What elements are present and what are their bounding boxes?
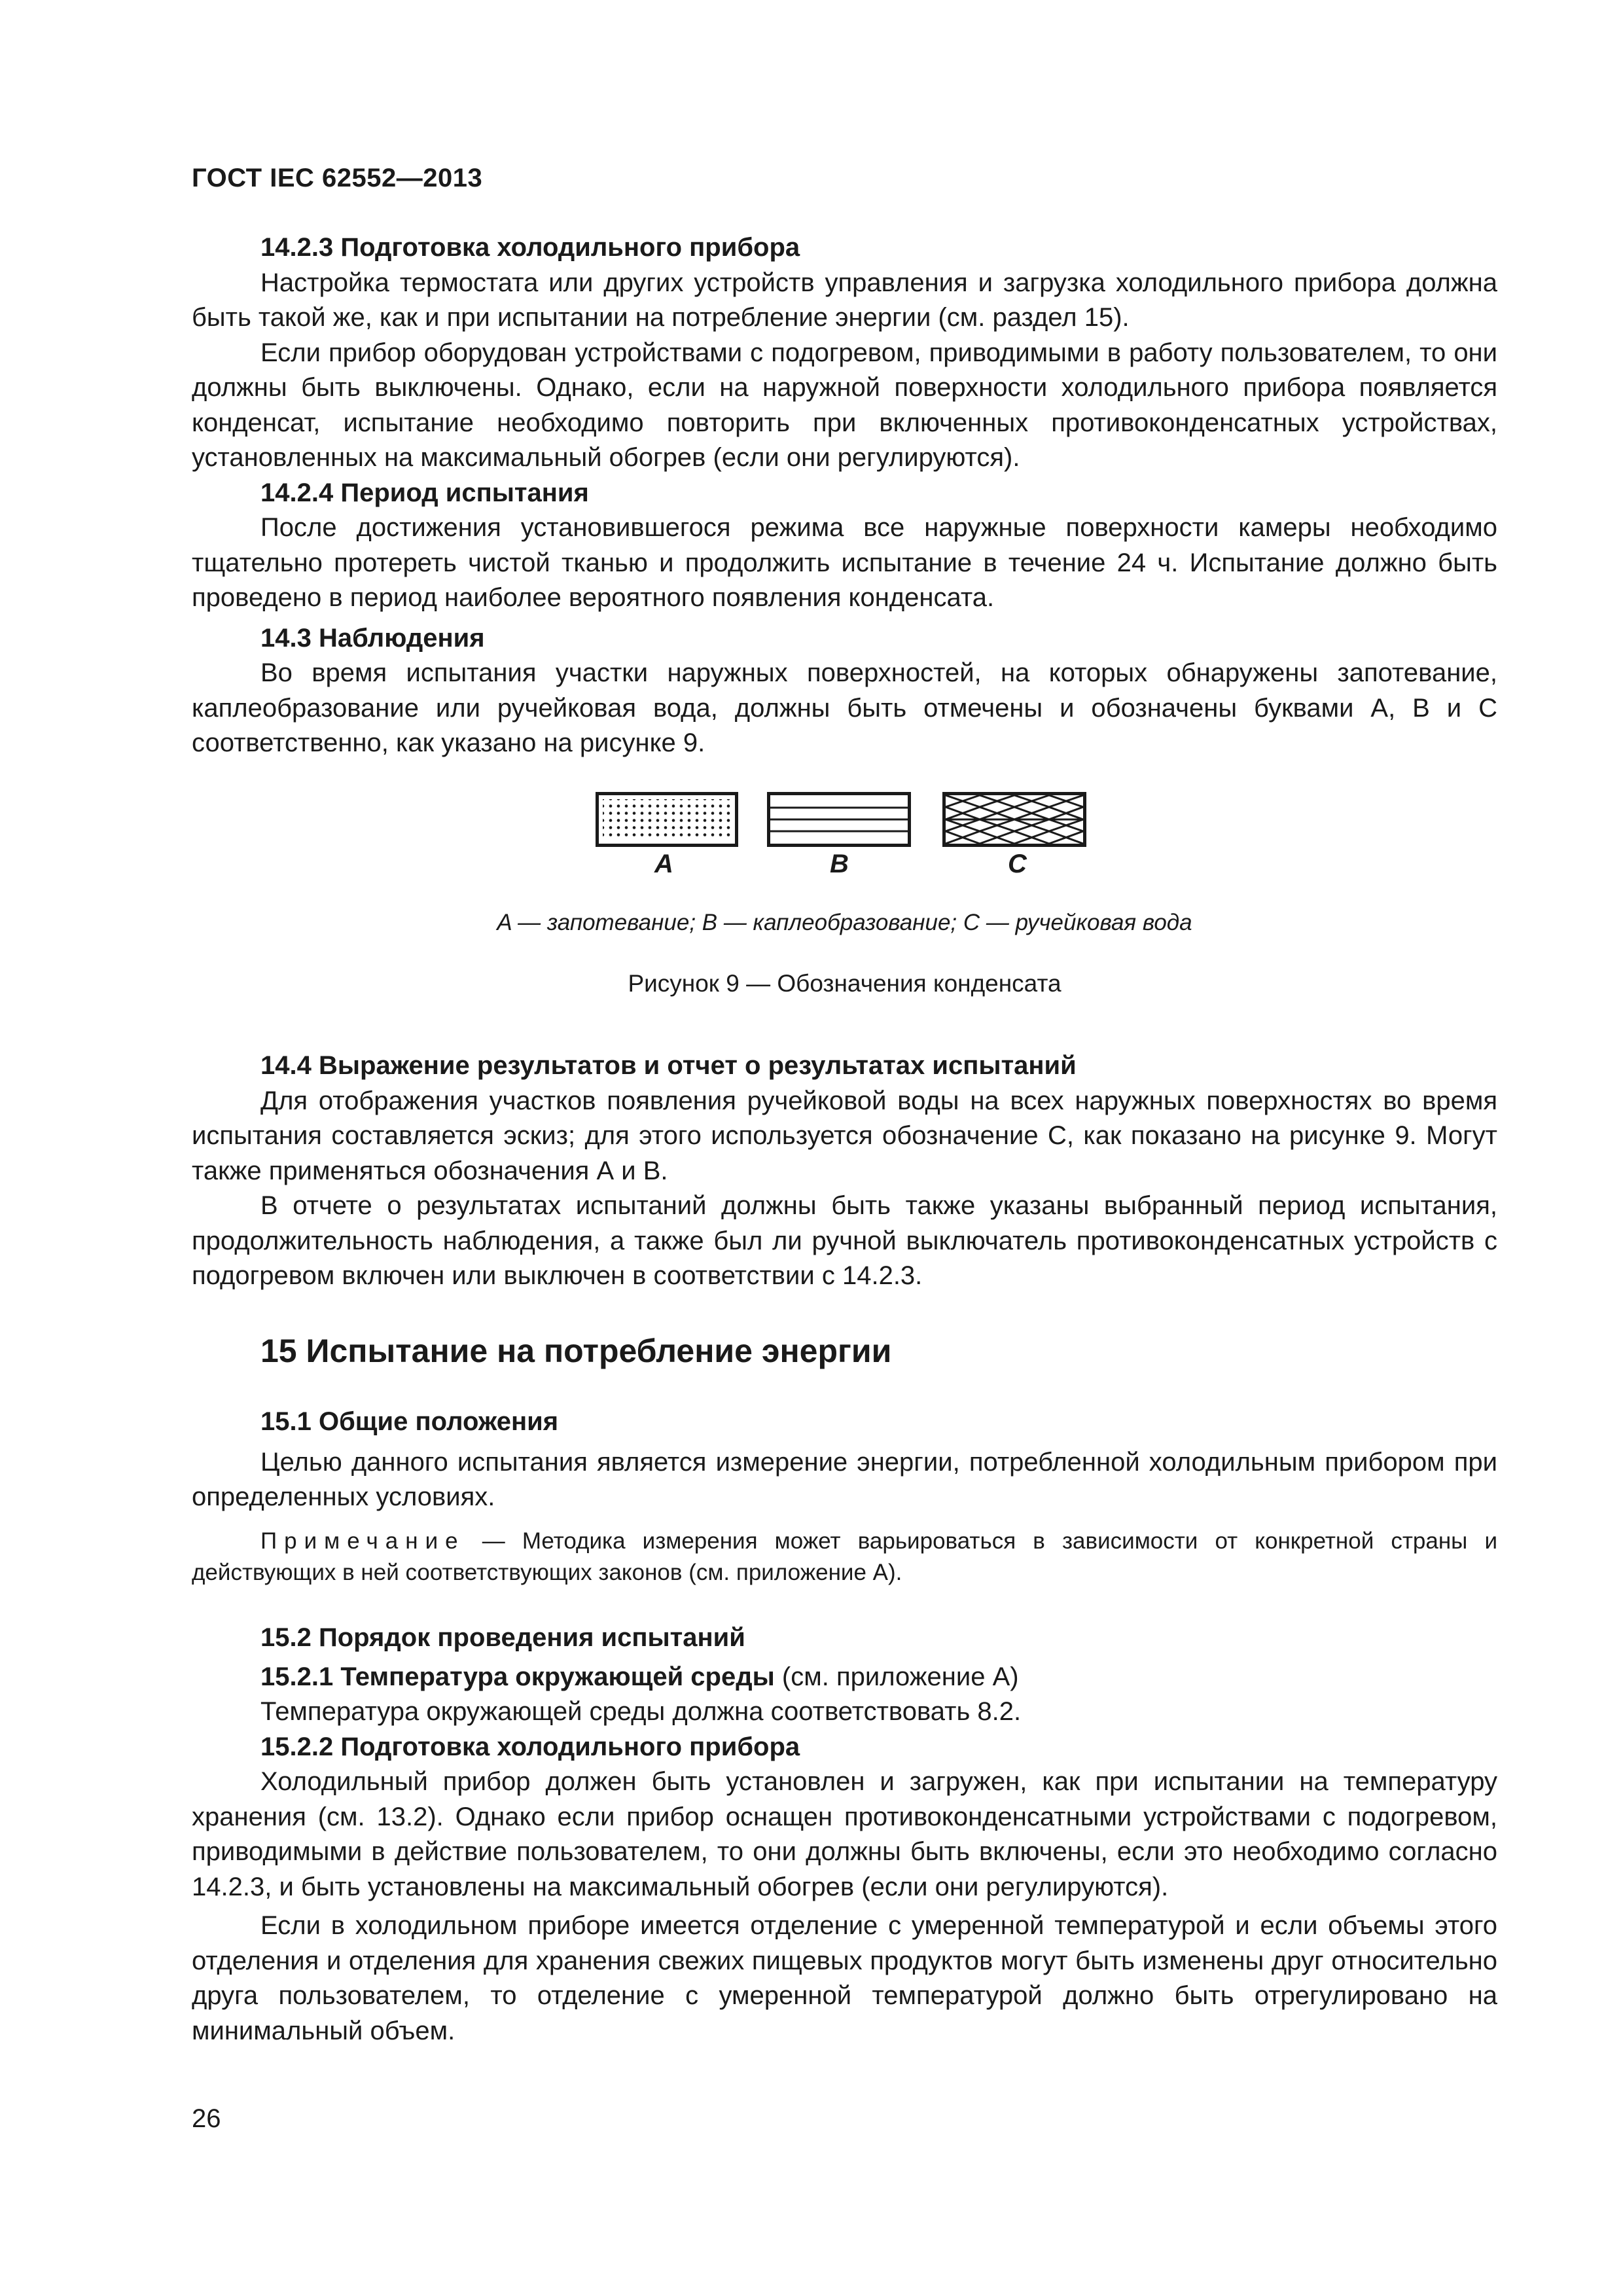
figure-label-b: B (830, 850, 849, 878)
section-heading: 15.1 Общие положения (260, 1407, 559, 1436)
section-14-4 (192, 1049, 1497, 1294)
section-heading: 14.3 Наблюдения (260, 623, 485, 653)
paragraph: Если в холодильном приборе имеется отделение с умеренной температурой и если объемы этого отделения и отделения для хранения свежих пищевых продуктов могут быть изменены друг относительно друга пользователем, то отделение с умеренной температурой должно быть отрегулировано на минимальный объем. (192, 1911, 1497, 2045)
section-heading: 14.4 Выражение результатов и отчет о результатах испытаний (260, 1051, 1077, 1080)
dotted-pattern-icon (599, 795, 735, 844)
section-15-2-1 (192, 1660, 1497, 1730)
condensation-symbol-c (942, 792, 1086, 847)
heading-suffix: (см. приложение А) (774, 1662, 1019, 1691)
paragraph: Для отображения участков появления ручейковой воды на всех наружных поверхностях во время испытания составляется эскиз; для этого используется обозначение С, как показано на рисунке 9. Могут также применяться обозначения А и В. (192, 1086, 1497, 1185)
figure-legend (192, 910, 1497, 936)
note-label: Примечание (260, 1528, 465, 1554)
chapter-heading: 15 Испытание на потребление энергии (260, 1333, 892, 1369)
note-text: — Методика измерения может варьироваться в зависимости от конкретной страны и действующих в ней соответствующих законов (см. приложение А). (192, 1528, 1497, 1585)
section-heading: 14.2.4 Период испытания (260, 478, 589, 507)
paragraph: Температура окружающей среды должна соответствовать 8.2. (260, 1697, 1022, 1726)
paragraph: В отчете о результатах испытаний должны быть также указаны выбранный период испытания, продолжительность наблюдения, а также был ли ручной выключатель противоконденсатных устройств с подогревом включен или выключен в соответствии с 14.2.3. (192, 1191, 1497, 1290)
condensation-symbol-a (596, 792, 738, 847)
paragraph: Во время испытания участки наружных поверхностей, на которых обнаружены запотевание, каплеобразование или ручейковая вода, должны быть отмечены и обозначены буквами А, В и С соответственно, как указано на рисунке 9. (192, 658, 1497, 757)
page-number: 26 (192, 2104, 221, 2133)
condensation-symbol-b (767, 792, 911, 847)
paragraph: Холодильный прибор должен быть установлен и загружен, как при испытании на температуру хранения (см. 13.2). Однако если прибор оснащен противоконденсатными устройствами с подогревом, приводимыми в действие пользователем, то они должны быть включены, если это необходимо согласно 14.2.3, и быть установлены на максимальный обогрев (если они регулируются). (192, 1767, 1497, 1901)
section-body (192, 1084, 1497, 1294)
section-body (192, 266, 1497, 476)
figure-label-c: C (1008, 850, 1027, 878)
section-body (192, 1445, 1497, 1515)
section-heading: 15.2 Порядок проведения испытаний (260, 1623, 745, 1652)
section-body (192, 1765, 1497, 2049)
figure-legend-text: A — запотевание; B — каплеобразование; C — ручейковая вода (497, 910, 1192, 935)
section-heading: 14.2.3 Подготовка холодильного прибора (260, 233, 800, 262)
paragraph: Целью данного испытания является измерение энергии, потребленной холодильным прибором при определенных условиях. (192, 1447, 1497, 1511)
paragraph: После достижения установившегося режима все наружные поверхности камеры необходимо тщательно протереть чистой тканью и продолжить испытание в течение 24 ч. Испытание должно быть проведено в период наиболее вероятного появления конденсата. (192, 513, 1497, 612)
section-heading: 15.2.2 Подготовка холодильного прибора (260, 1732, 800, 1761)
section-body (192, 656, 1497, 761)
section-15-1 (192, 1405, 1497, 1588)
note (192, 1526, 1497, 1588)
section-heading: 15.2.1 Температура окружающей среды (260, 1662, 775, 1691)
section-14-2-3 (192, 230, 1497, 761)
horizontal-lines-pattern-icon (770, 795, 908, 844)
document-header: ГОСТ IEC 62552—2013 (192, 164, 483, 192)
section-15-2 (192, 1621, 1497, 2049)
section-15 (192, 1331, 1497, 1371)
paragraph: Настройка термостата или других устройств управления и загрузка холодильного прибора должна быть такой же, как и при испытании на потребление энергии (см. раздел 15). (192, 268, 1497, 332)
section-body (192, 511, 1497, 616)
crosshatch-pattern-icon (946, 795, 1083, 844)
figure-label-a: A (654, 850, 673, 878)
figure-caption: Рисунок 9 — Обозначения конденсата (628, 970, 1061, 997)
paragraph: Если прибор оборудован устройствами с подогревом, приводимыми в работу пользователем, то они должны быть выключены. Однако, если на наружной поверхности холодильного прибора появляется конденсат, испытание необходимо повторить при включенных противоконденсатных устройствах, установленных на максимальный обогрев (если они регулируются). (192, 338, 1497, 472)
